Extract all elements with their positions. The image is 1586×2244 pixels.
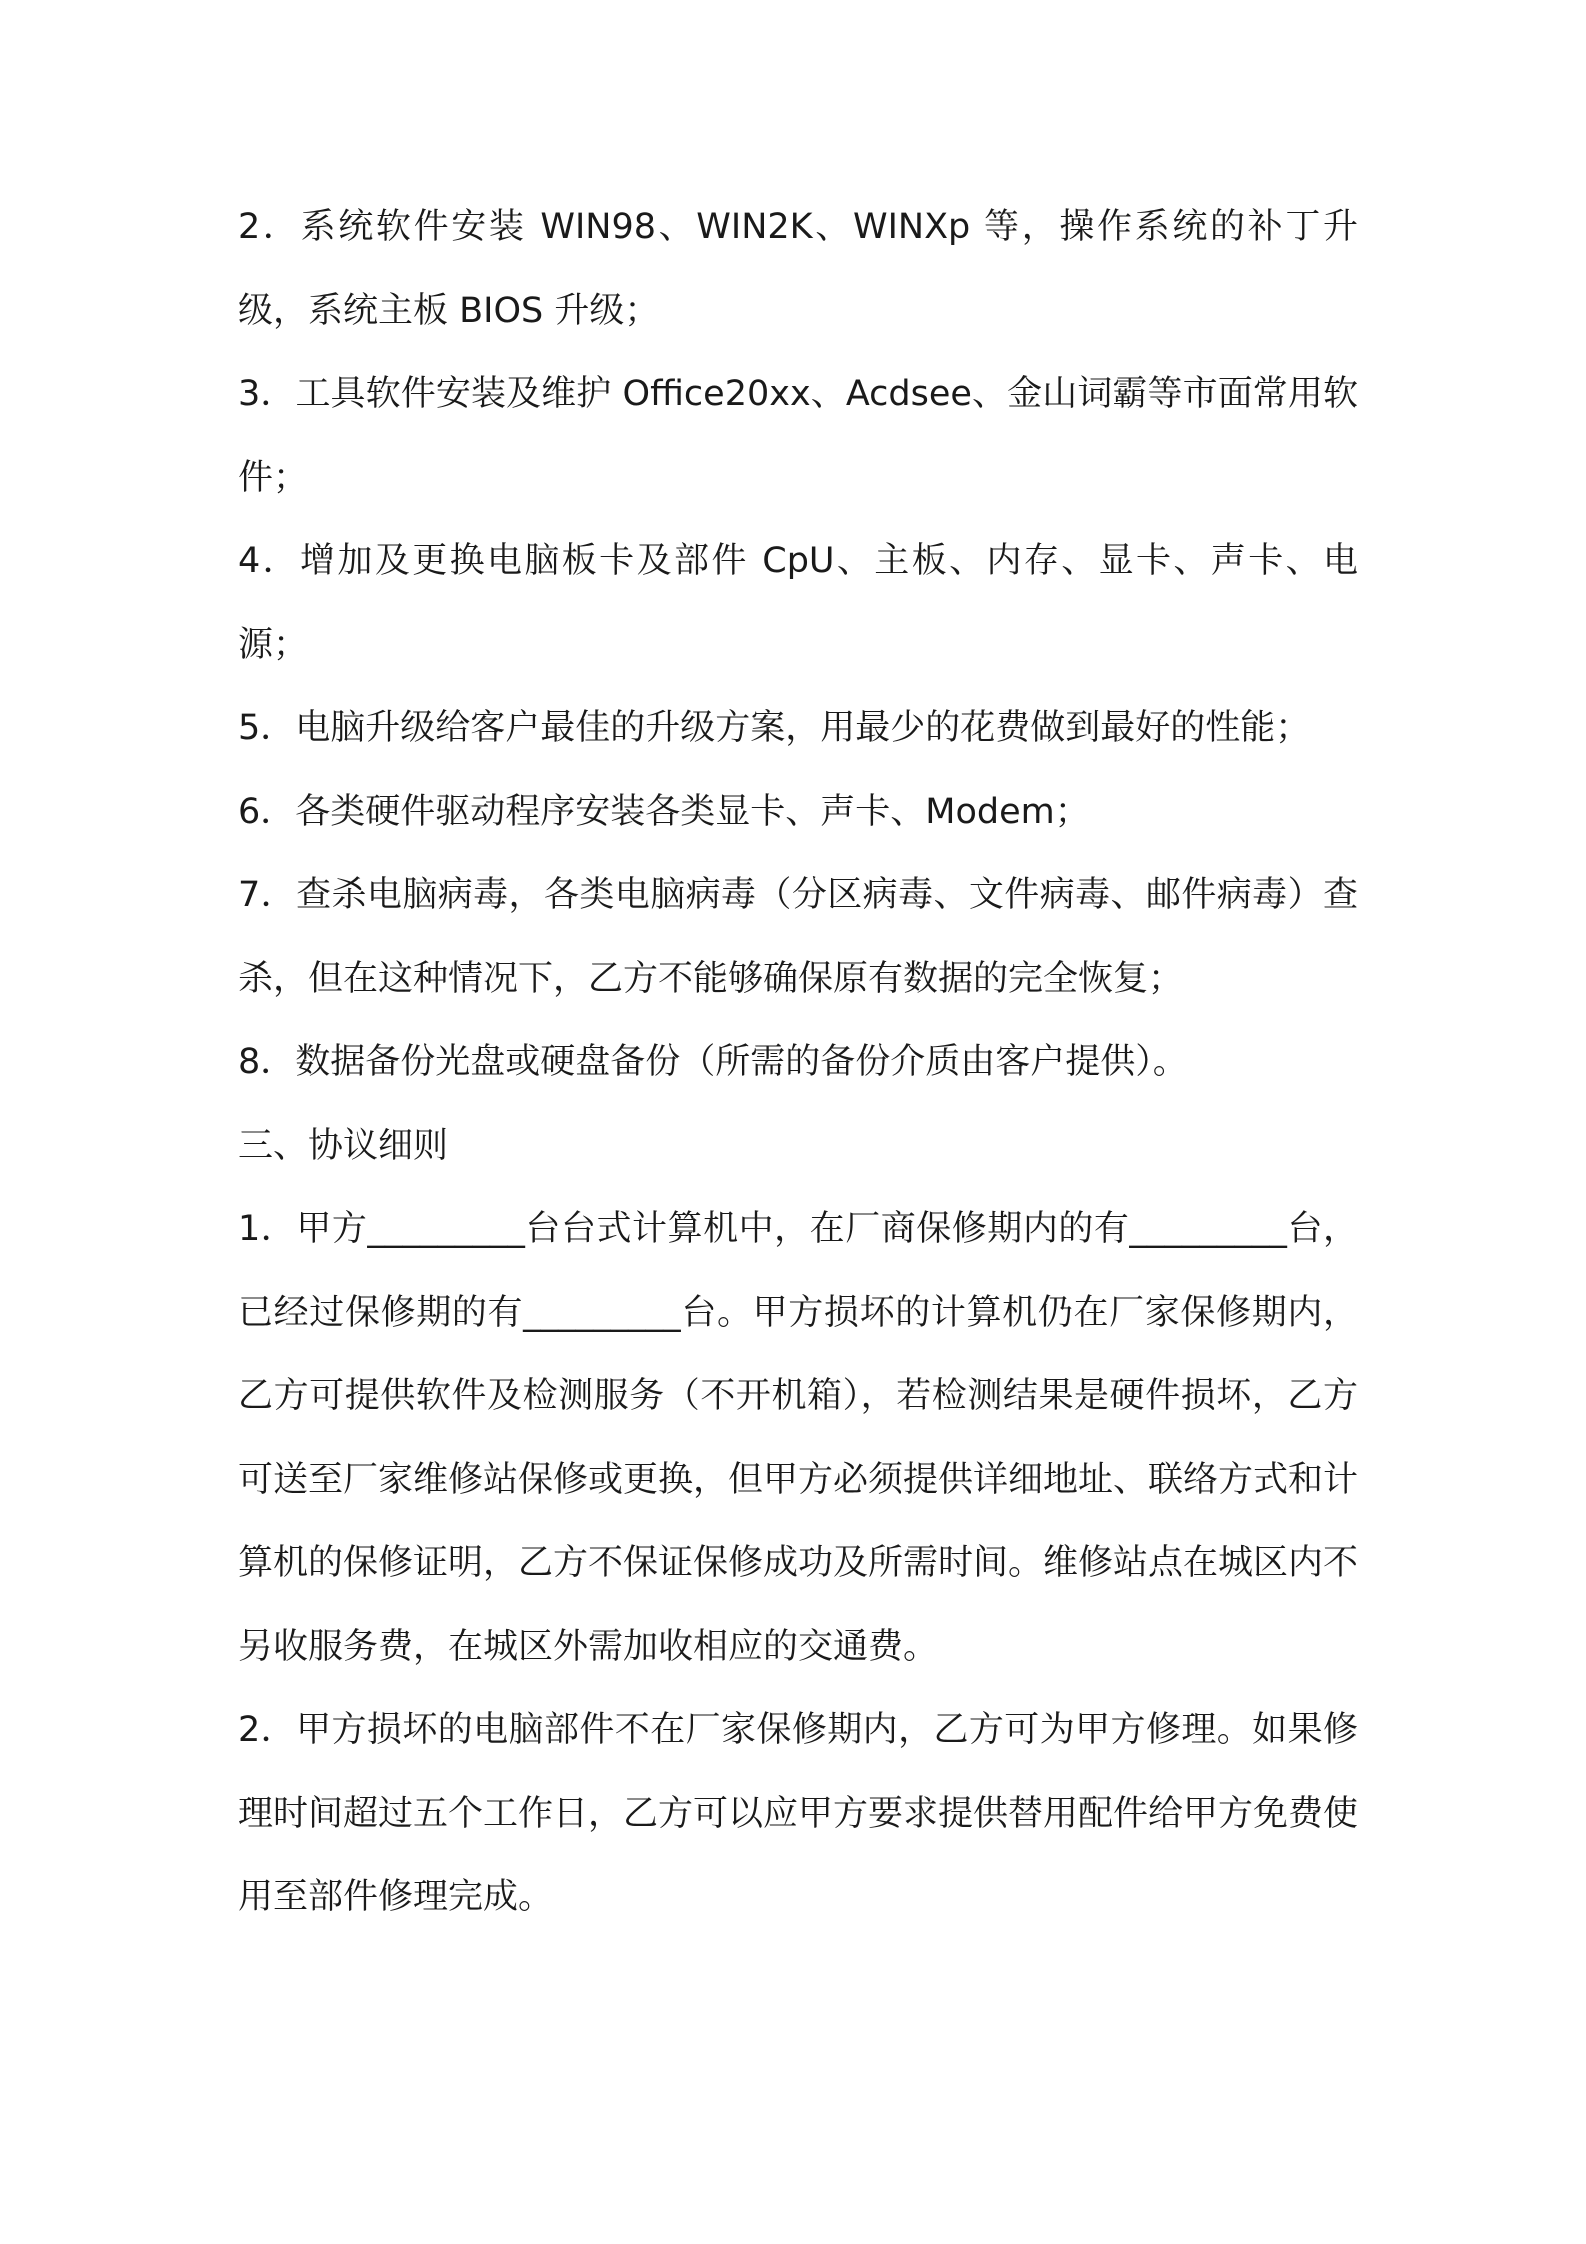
- paragraph-item-5: 5．电脑升级给客户最佳的升级方案，用最少的花费做到最好的性能；: [238, 708, 1311, 748]
- document-body: [238, 186, 1358, 1940]
- clause-1: 1．甲方_________台台式计算机中，在厂商保修期内的有_________台，已经过保修期的有_________台。甲方损坏的计算机仍在厂家保修期内，乙方可提供软件及检测服务（不开机箱），若检测结果是硬件损坏，乙方可送至厂家维修站保修或更换，但甲方必须提供详细地址、联络方式和计算机的保修证明，乙方不保证保修成功及所需时间。维修站点在城区内不另收服务费，在城区外需加收相应的交通费。: [238, 1209, 1359, 1667]
- paragraph-item-8: 8．数据备份光盘或硬盘备份（所需的备份介质由客户提供）。: [238, 1042, 1188, 1082]
- section-heading: 三、协议细则: [238, 1125, 449, 1166]
- paragraph-item-3: 3．工具软件安装及维护 Office20xx、Acdsee、金山词霸等市面常用软件；: [238, 374, 1359, 498]
- paragraph-item-2: 2．系统软件安装 WIN98、WIN2K、WINXp 等，操作系统的补丁升级，系统主板 BIOS 升级；: [238, 207, 1358, 331]
- paragraph-item-6: 6．各类硬件驱动程序安装各类显卡、声卡、Modem；: [238, 791, 1090, 832]
- paragraph-item-7: 7．查杀电脑病毒，各类电脑病毒（分区病毒、文件病毒、邮件病毒）查杀，但在这种情况下，乙方不能够确保原有数据的完全恢复；: [238, 875, 1358, 999]
- paragraph-item-4: 4．增加及更换电脑板卡及部件 CpU、主板、内存、显卡、声卡、电源；: [238, 541, 1358, 665]
- clause-2: 2．甲方损坏的电脑部件不在厂家保修期内，乙方可为甲方修理。如果修理时间超过五个工作日，乙方可以应甲方要求提供替用配件给甲方免费使用至部件修理完成。: [238, 1710, 1359, 1917]
